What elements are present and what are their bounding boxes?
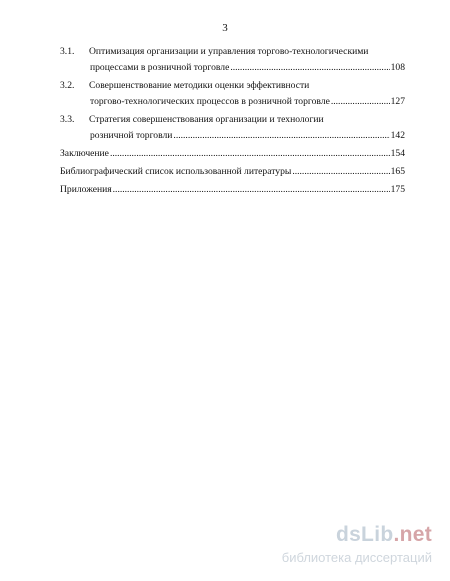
dslib-logo bbox=[336, 523, 432, 547]
toc-entry-title-line2: торгово-технологических процессов в розничной торговле bbox=[90, 96, 330, 108]
toc-entry-number: 3.1. bbox=[60, 46, 75, 57]
toc-entry-conclusion[interactable] bbox=[60, 146, 405, 162]
toc-entry-3-1[interactable] bbox=[60, 44, 405, 77]
toc-entry-page: 108 bbox=[390, 62, 405, 74]
toc-entry-title-line2: процессами в розничной торговле bbox=[90, 62, 230, 74]
toc-entry-bibliography[interactable] bbox=[60, 164, 405, 180]
toc-entry-appendices[interactable] bbox=[60, 182, 405, 198]
page-number: 3 bbox=[222, 22, 228, 34]
toc-entry-title: Приложения bbox=[60, 183, 112, 195]
toc-entry-page: 142 bbox=[390, 130, 405, 142]
toc-entry-title-line1: Стратегия совершенствования организации и технологии bbox=[89, 114, 324, 126]
toc-entry-3-3[interactable] bbox=[60, 112, 405, 145]
toc-entry-page: 165 bbox=[390, 166, 405, 178]
logo-main-text: dsLib bbox=[335, 523, 394, 546]
toc-entry-title: Заключение bbox=[60, 148, 109, 160]
dslib-watermark bbox=[236, 523, 436, 571]
logo-tld-text: .net bbox=[393, 523, 432, 546]
toc-entry-number: 3.2. bbox=[60, 80, 75, 92]
table-of-contents bbox=[60, 44, 405, 200]
toc-entry-title: Библиографический список использованной литературы bbox=[60, 166, 292, 178]
dot-leader bbox=[173, 128, 389, 144]
dot-leader bbox=[292, 164, 389, 180]
dot-leader bbox=[331, 94, 390, 110]
toc-entry-page: 127 bbox=[390, 96, 405, 108]
toc-entry-title-line1: Оптимизация организации и управления торгово-технологическими bbox=[89, 46, 369, 57]
toc-entry-number: 3.3. bbox=[60, 114, 75, 126]
dot-leader bbox=[110, 146, 390, 162]
dot-leader bbox=[113, 182, 390, 198]
toc-entry-page: 175 bbox=[390, 183, 405, 195]
toc-entry-title-line2: розничной торговли bbox=[90, 130, 173, 142]
dot-leader bbox=[230, 60, 389, 76]
toc-entry-title-line1: Совершенствование методики оценки эффективности bbox=[89, 80, 310, 92]
watermark-subtitle: библиотека диссертаций bbox=[281, 550, 432, 565]
toc-entry-3-2[interactable] bbox=[60, 78, 405, 111]
toc-entry-page: 154 bbox=[390, 148, 405, 160]
